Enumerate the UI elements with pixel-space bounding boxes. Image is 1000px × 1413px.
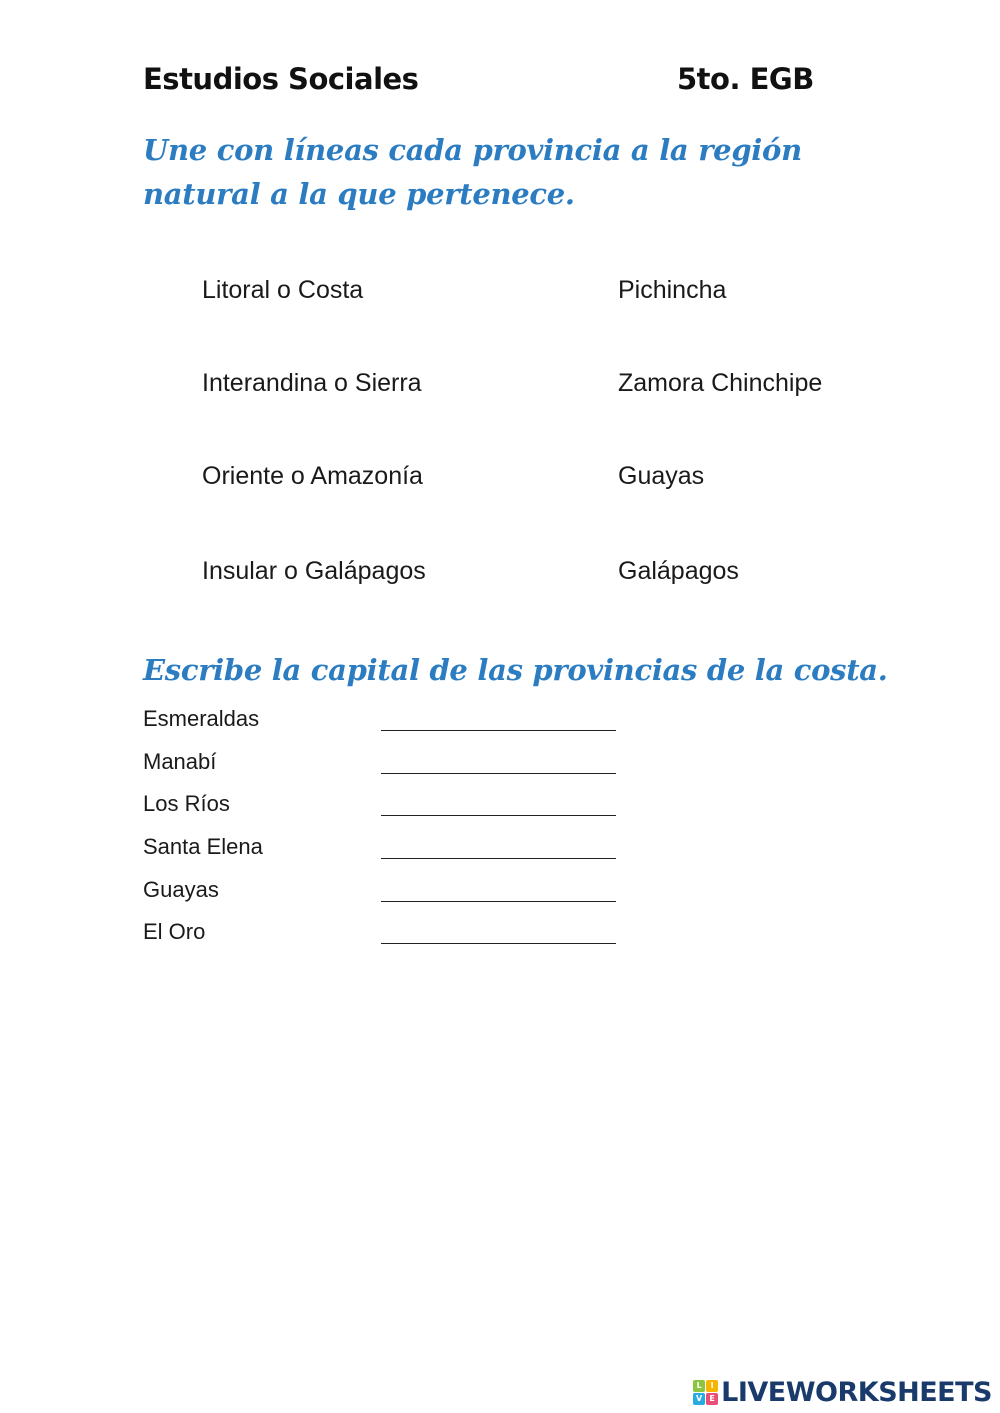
logo-text: LIVEWORKSHEETS (721, 1376, 992, 1408)
province-label: Esmeraldas (143, 706, 260, 731)
subject-title: Estudios Sociales (143, 62, 419, 96)
capital-row (143, 749, 623, 789)
province-label: El Oro (143, 919, 206, 944)
province-item[interactable]: Guayas (618, 462, 705, 490)
capital-row (143, 919, 623, 959)
province-label: Los Ríos (143, 791, 230, 816)
capital-answer-blank[interactable] (381, 901, 616, 902)
liveworksheets-logo[interactable] (693, 1377, 992, 1407)
capital-answer-blank[interactable] (381, 815, 616, 816)
region-item[interactable]: Litoral o Costa (202, 276, 364, 304)
capital-row (143, 791, 623, 831)
province-item[interactable]: Pichincha (618, 276, 727, 304)
capital-answer-blank[interactable] (381, 773, 616, 774)
logo-mark-tile: E (706, 1393, 718, 1405)
province-item[interactable]: Galápagos (618, 557, 739, 585)
capitals-instruction: Escribe la capital de las provincias de la costa. (143, 653, 888, 687)
capital-answer-blank[interactable] (381, 858, 616, 859)
region-item[interactable]: Insular o Galápagos (202, 557, 426, 585)
logo-mark-tile: I (706, 1380, 718, 1392)
capital-answer-blank[interactable] (381, 943, 616, 944)
grade-label: 5to. EGB (677, 62, 814, 96)
matching-instruction: Une con líneas cada provincia a la región natural a la que pertenece. (143, 133, 802, 211)
logo-mark-tile: L (693, 1380, 705, 1392)
capital-row (143, 877, 623, 917)
region-item[interactable]: Oriente o Amazonía (202, 462, 423, 490)
province-label: Santa Elena (143, 834, 263, 859)
province-item[interactable]: Zamora Chinchipe (618, 369, 823, 397)
province-label: Guayas (143, 877, 219, 902)
logo-mark-tile: V (693, 1393, 705, 1405)
region-item[interactable]: Interandina o Sierra (202, 369, 422, 397)
capital-row (143, 834, 623, 874)
capital-answer-blank[interactable] (381, 730, 616, 731)
capital-row (143, 706, 623, 746)
logo-mark-icon (693, 1380, 718, 1405)
province-label: Manabí (143, 749, 217, 774)
